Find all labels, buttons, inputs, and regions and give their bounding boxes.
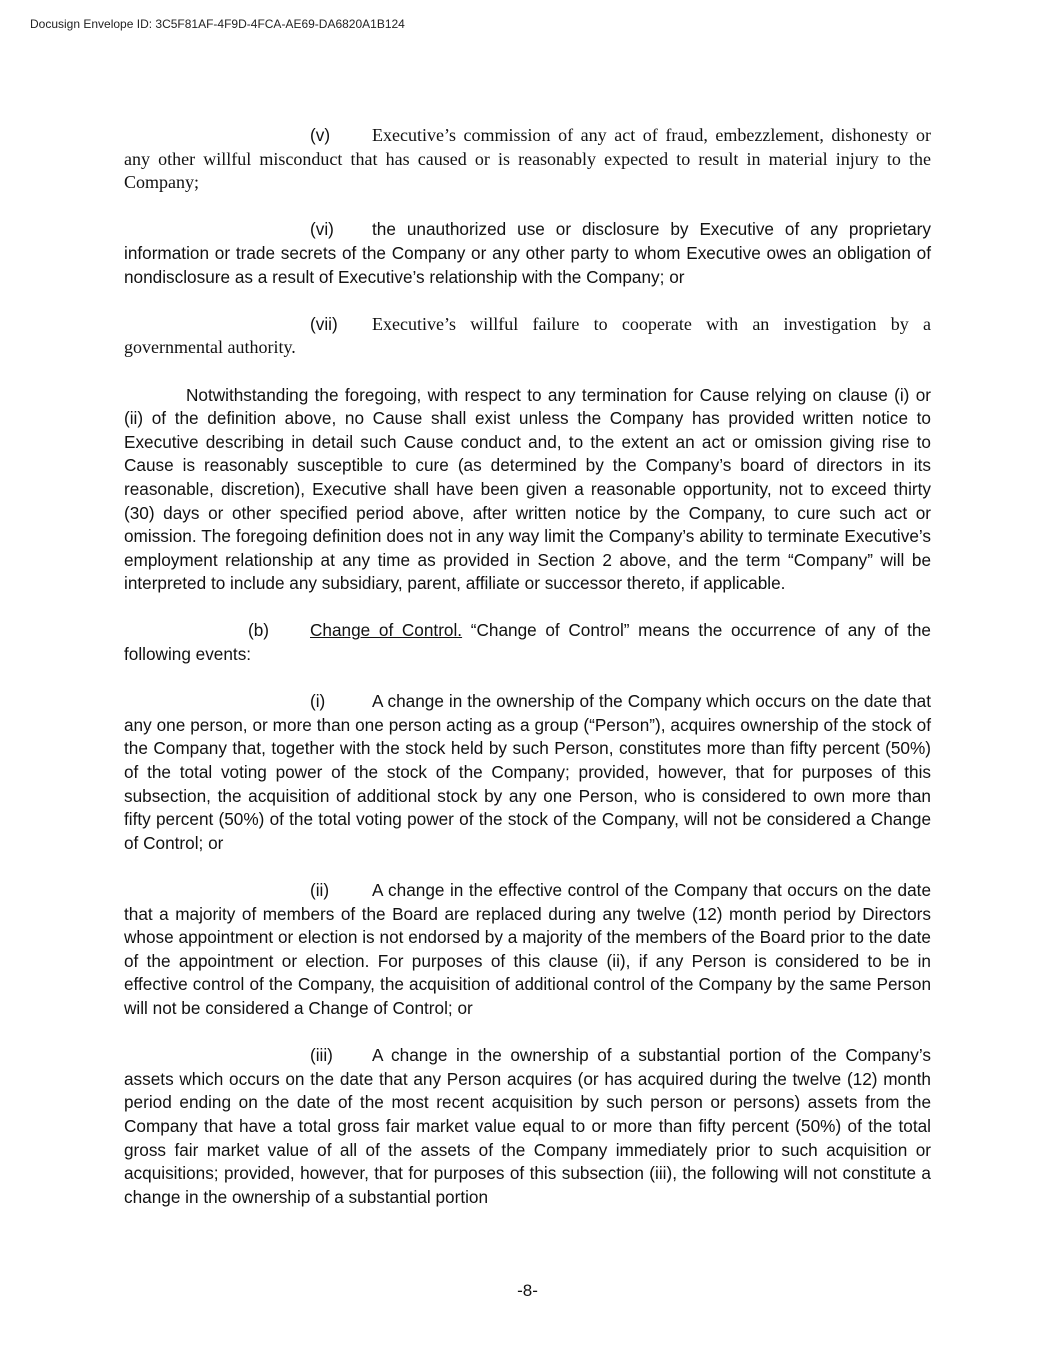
clause-vi-label: (vi) xyxy=(310,219,334,240)
clause-v-label: (v) xyxy=(310,125,331,145)
clause-v xyxy=(124,124,931,195)
envelope-id: Docusign Envelope ID: 3C5F81AF-4F9D-4FCA-AE69-DA6820A1B124 xyxy=(30,17,405,31)
notwithstanding-paragraph xyxy=(124,384,931,596)
sub-clause-i xyxy=(124,690,931,855)
clause-vii-label: (vii) xyxy=(310,313,338,334)
notwithstanding-text: Notwithstanding the foregoing, with respect to any termination for Cause relying on clause (i) or (ii) of the definition above, no Cause shall exist unless the Company has provided written notice to Executive describing in detail such Cause conduct and, to the extent an act or omission giving rise to Cause is reasonably susceptible to cure (as determined by the Company’s board of directors in its reasonable, discretion), Executive shall have been given a reasonable opportunity, not to exceed thirty (30) days or other specified period above, after written notice by the Company, to cure such act or omission. The foregoing definition does not in any way limit the Company’s ability to terminate Executive’s employment relationship at any time as provided in Section 2 above, and the term “Company” will be interpreted to include any subsidiary, parent, affiliate or successor thereto, if applicable. xyxy=(124,384,931,594)
sub-clause-iii-text: A change in the ownership of a substantial portion of the Company’s assets which occurs on the date that any Person acquires (or has acquired during the twelve (12) month period ending on the date of the most recent acquisition by such person or persons) assets from the Company that have a total gross fair market value equal to or more than fifty percent (50%) of the total gross fair market value of all of the assets of the Company immediately prior to such acquisition or acquisitions; provided, however, that for purposes of this subsection (iii), the following will not constitute a change in the ownership of a substantial portion xyxy=(124,1045,931,1207)
sub-clause-ii xyxy=(124,879,931,1021)
clause-vi xyxy=(124,218,931,289)
clause-v-text: Executive’s commission of any act of fraud, embezzlement, dishonesty or any other willful misconduct that has caused or is reasonably expected to result in material injury to the Company; xyxy=(124,125,931,193)
sub-clause-ii-label: (ii) xyxy=(310,880,330,900)
page-number: -8- xyxy=(517,1281,538,1300)
sub-clause-i-label: (i) xyxy=(310,691,326,712)
clause-vii-text: Executive’s willful failure to cooperate with an investigation by a governmental authority. xyxy=(124,313,931,358)
sub-clause-iii xyxy=(124,1044,931,1209)
section-b-label: (b) xyxy=(248,620,270,641)
sub-clause-i-text: A change in the ownership of the Company which occurs on the date that any one person, or more than one person acting as a group (“Person”), acquires ownership of the stock of the Company that, together with the stock held by such Person, constitutes more than fifty percent (50%) of the total voting power of the stock of the Company; provided, however, that for purposes of this subsection, the acquisition of additional stock by any one Person, who is considered to own more than fifty percent (50%) of the total voting power of the stock of the Company, will not be considered a Change of Control; or xyxy=(124,691,931,853)
sub-clause-iii-label: (iii) xyxy=(310,1045,333,1066)
section-b-heading: Change of Control. xyxy=(310,620,463,641)
clause-vii xyxy=(124,313,931,360)
section-b xyxy=(124,619,931,666)
section-b-text: “Change of Control” means the occurrence of any of the following events: xyxy=(124,620,931,665)
sub-clause-ii-text: A change in the effective control of the Company that occurs on the date that a majority of members of the Board are replaced during any twelve (12) month period by Directors whose appointment or election is not endorsed by a majority of the members of the Board prior to the date of the appointment or election. For purposes of this clause (ii), if any Person is considered to be in effective control of the Company, the acquisition of additional control of the Company by the same Person will not be considered a Change of Control; or xyxy=(124,880,931,1018)
document-body xyxy=(124,124,931,1233)
clause-vi-text: the unauthorized use or disclosure by Executive of any proprietary information or trade secrets of the Company or any other party to whom Executive owes an obligation of nondisclosure as a result of Executive’s relationship with the Company; or xyxy=(124,219,931,287)
